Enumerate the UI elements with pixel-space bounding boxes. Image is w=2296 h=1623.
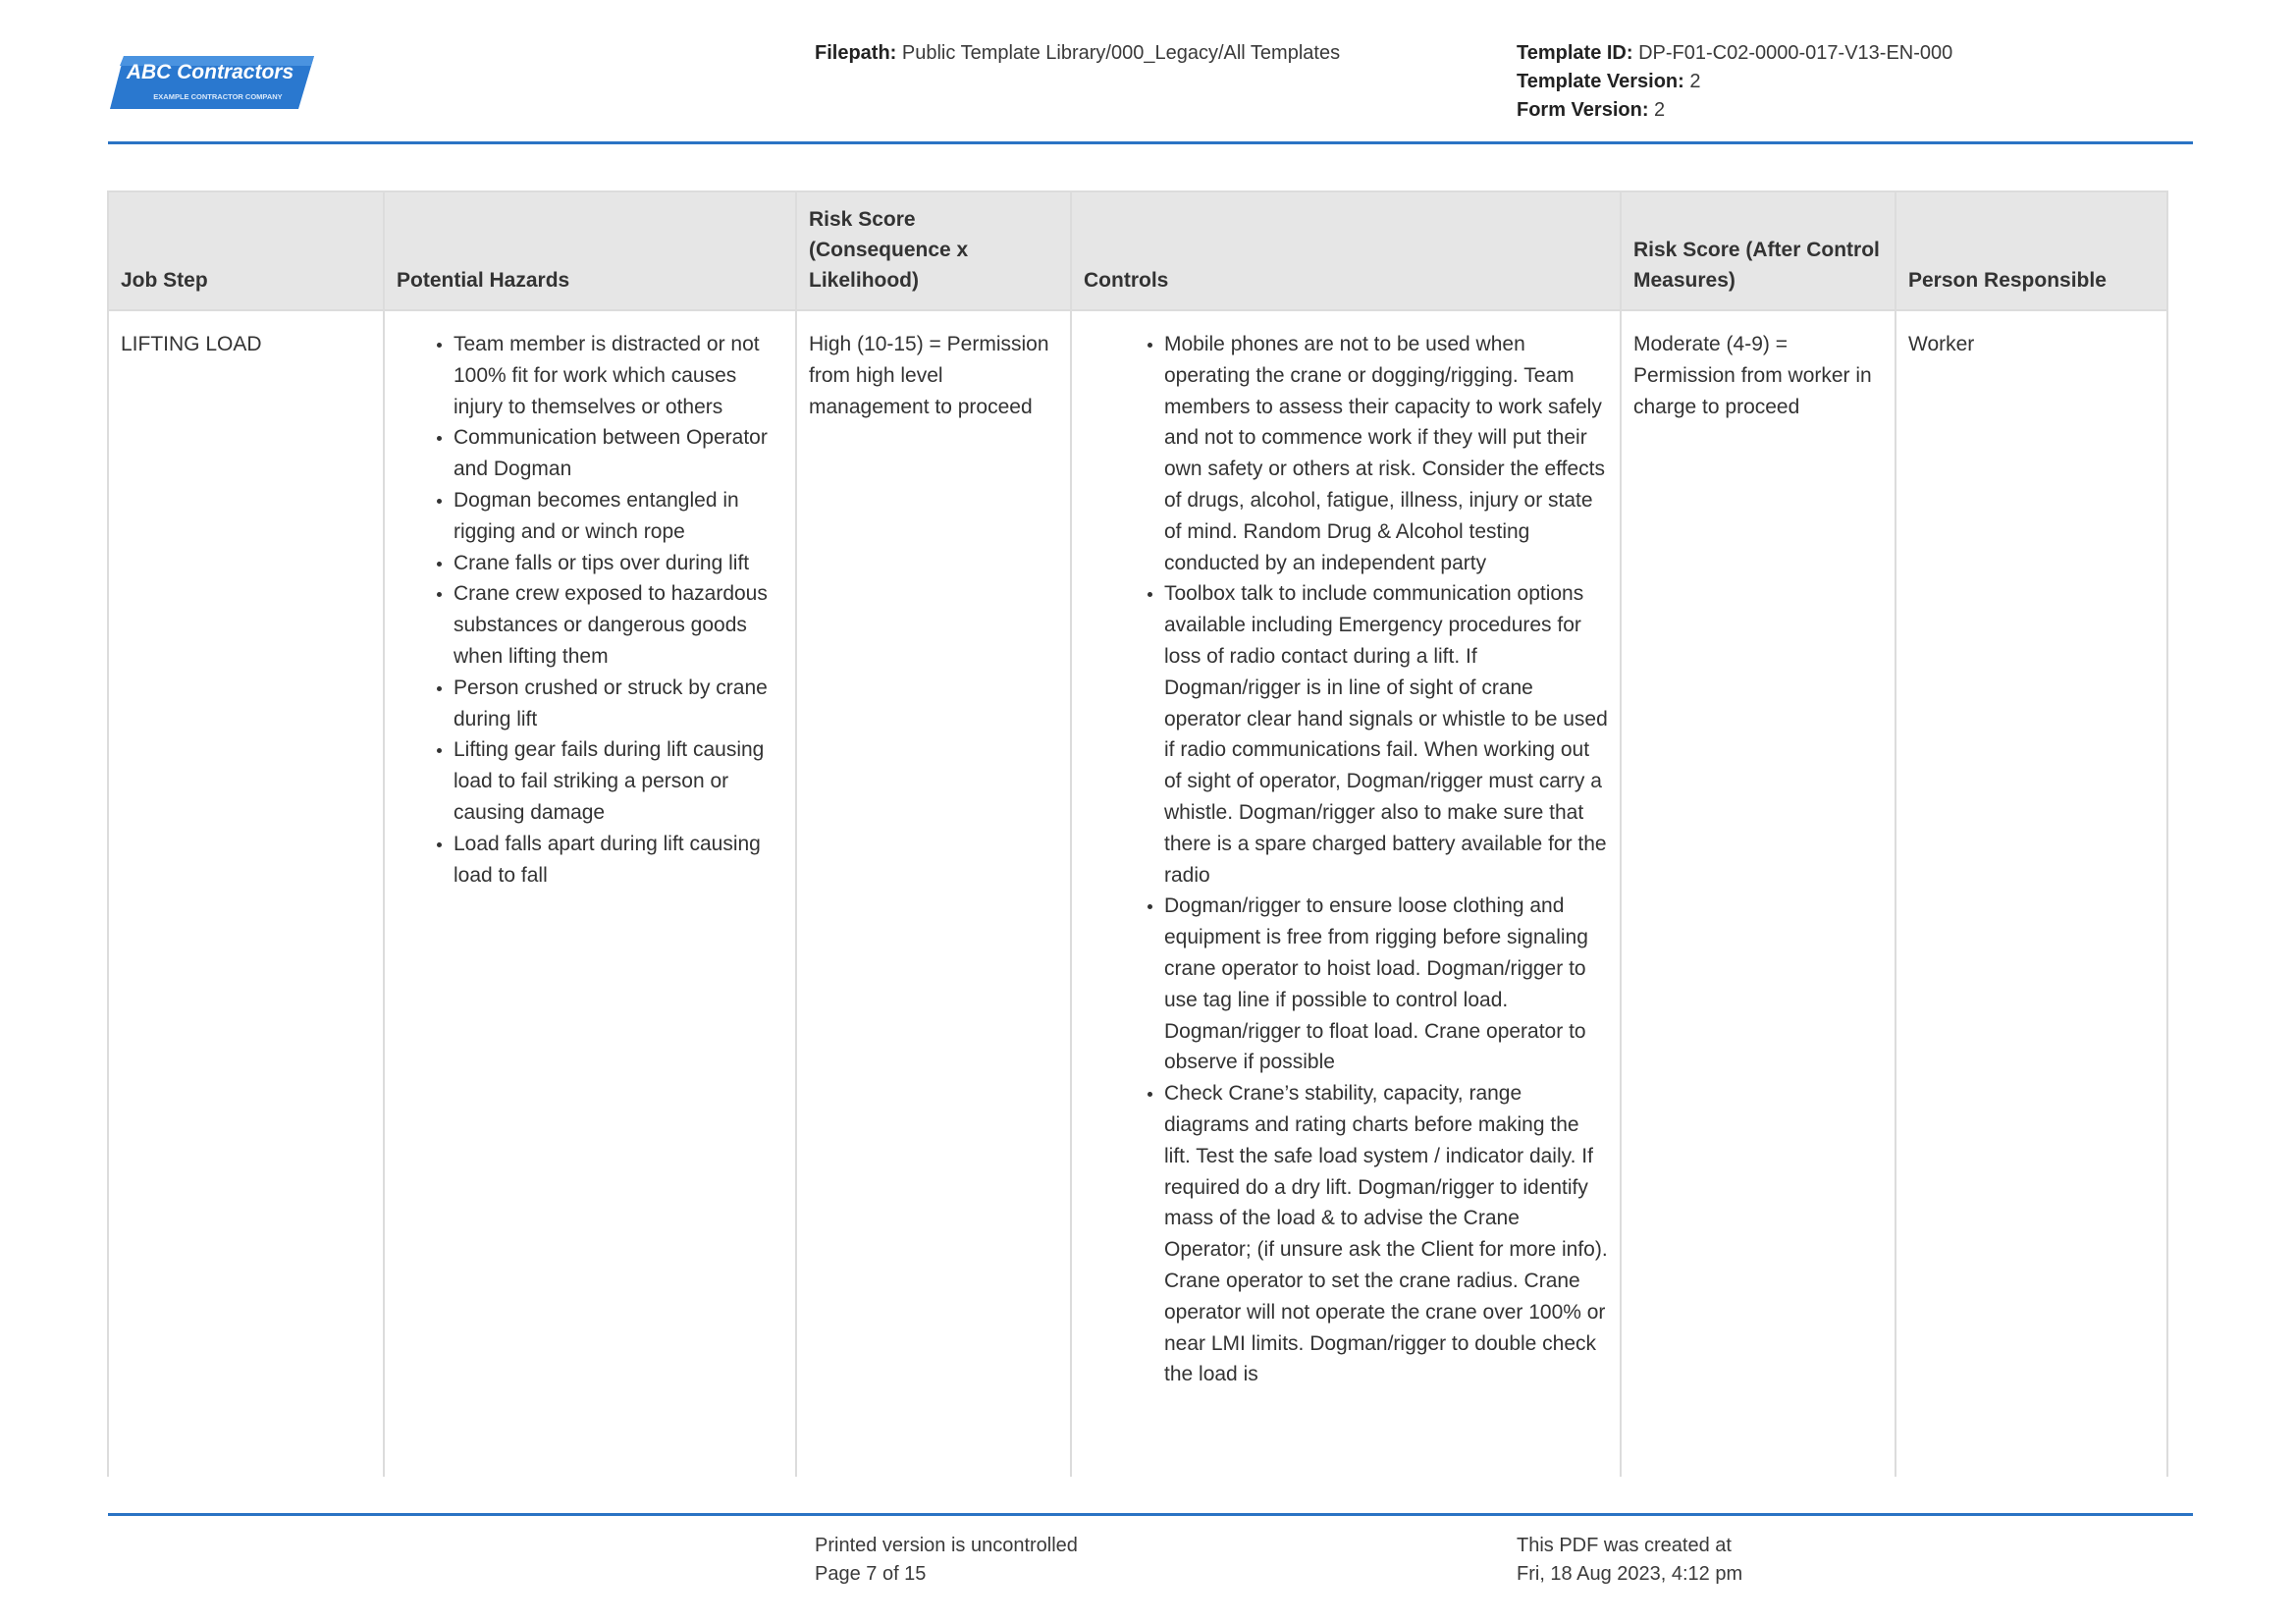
company-logo bbox=[110, 54, 316, 111]
filepath-label: Filepath: bbox=[815, 42, 897, 64]
hazard-item: • Crane crew exposed to hazardous substances or dangerous goods when lifting them bbox=[454, 578, 783, 672]
controls-list bbox=[1084, 329, 1608, 1390]
risk-score-after-cell: Moderate (4-9) = Permission from worker in charge to proceed bbox=[1621, 310, 1896, 1477]
controls-cell bbox=[1071, 310, 1621, 1477]
column-header-risk-score-after: Risk Score (After Control Measures) bbox=[1621, 192, 1896, 310]
hazard-item: • Crane falls or tips over during lift bbox=[454, 548, 783, 579]
footer-divider bbox=[108, 1513, 2193, 1516]
hazards-cell bbox=[384, 310, 796, 1477]
footer-left bbox=[815, 1532, 1078, 1589]
template-id-value: DP-F01-C02-0000-017-V13-EN-000 bbox=[1638, 42, 1953, 64]
column-header-risk-score: Risk Score (Consequence x Likelihood) bbox=[796, 192, 1071, 310]
template-id-line bbox=[1517, 39, 1952, 68]
filepath-meta bbox=[815, 39, 1340, 68]
created-timestamp: Fri, 18 Aug 2023, 4:12 pm bbox=[1517, 1563, 1743, 1585]
footer-right bbox=[1517, 1532, 1742, 1589]
page-number: Page 7 of 15 bbox=[815, 1563, 927, 1585]
column-header-job-step: Job Step bbox=[109, 192, 384, 310]
hazard-item: • Person crushed or struck by crane during lift bbox=[454, 673, 783, 735]
company-logo-badge bbox=[110, 54, 316, 111]
logo-tagline: EXAMPLE CONTRACTOR COMPANY bbox=[153, 92, 283, 101]
table-row bbox=[109, 310, 2168, 1477]
form-version-line bbox=[1517, 96, 1952, 125]
form-version-value: 2 bbox=[1654, 99, 1666, 121]
table-header-row bbox=[109, 192, 2168, 310]
template-version-line bbox=[1517, 68, 1952, 96]
template-version-value: 2 bbox=[1689, 71, 1701, 92]
hazard-item: • Team member is distracted or not 100% fit for work which causes injury to themselves or others bbox=[454, 329, 783, 422]
form-version-label: Form Version: bbox=[1517, 99, 1649, 121]
column-header-controls: Controls bbox=[1071, 192, 1621, 310]
control-item: • Toolbox talk to include communication options available including Emergency procedures for loss of radio contact during a lift. If Dogman/rigger is in line of sight of crane operator clear hand signals or whistle to be used if radio communications fail. When working out of sight of operator, Dogman/rigger must carry a whistle. Dogman/rigger also to make sure that there is a spare charged battery available for the radio bbox=[1164, 578, 1608, 891]
template-version-label: Template Version: bbox=[1517, 71, 1684, 92]
control-item: • Mobile phones are not to be used when operating the crane or dogging/rigging. Team members to assess their capacity to work safely and not to commence work if they will put their own safety or others at risk. Consider the effects of drugs, alcohol, fatigue, illness, injury or state of mind. Random Drug & Alcohol testing conducted by an independent party bbox=[1164, 329, 1608, 578]
control-item: • Dogman/rigger to ensure loose clothing and equipment is free from rigging before signaling crane operator to hoist load. Dogman/rigger to use tag line if possible to control load. Dogman/rigger to float load. Crane operator to observe if possible bbox=[1164, 891, 1608, 1078]
hazard-item: • Load falls apart during lift causing load to fall bbox=[454, 829, 783, 892]
created-label: This PDF was created at bbox=[1517, 1535, 1732, 1556]
printed-notice: Printed version is uncontrolled bbox=[815, 1535, 1078, 1556]
header-divider bbox=[108, 141, 2193, 144]
column-header-potential-hazards: Potential Hazards bbox=[384, 192, 796, 310]
template-id-label: Template ID: bbox=[1517, 42, 1633, 64]
logo-name: ABC Contractors bbox=[126, 61, 294, 83]
job-step-cell: LIFTING LOAD bbox=[121, 333, 262, 355]
hazard-item: • Lifting gear fails during lift causing load to fail striking a person or causing damage bbox=[454, 734, 783, 828]
control-item: • Check Crane’s stability, capacity, range diagrams and rating charts before making the lift. Test the safe load system / indicator daily. If required do a dry lift. Dogman/rigger to identify mass of the load & to advise the Crane Operator; (if unsure ask the Client for more info). Crane operator to set the crane radius. Crane operator will not operate the crane over 100% or near LMI limits. Dogman/rigger to double check the load is bbox=[1164, 1078, 1608, 1390]
template-meta bbox=[1517, 39, 1952, 125]
hazard-item: • Dogman becomes entangled in rigging and or winch rope bbox=[454, 485, 783, 548]
risk-assessment-table bbox=[107, 190, 2168, 1477]
hazards-list bbox=[397, 329, 783, 891]
person-responsible-cell: Worker bbox=[1896, 310, 2168, 1477]
column-header-person-responsible: Person Responsible bbox=[1896, 192, 2168, 310]
risk-score-cell: High (10-15) = Permission from high level management to proceed bbox=[796, 310, 1071, 1477]
filepath-value: Public Template Library/000_Legacy/All Templates bbox=[901, 42, 1341, 64]
hazard-item: • Communication between Operator and Dogman bbox=[454, 422, 783, 485]
